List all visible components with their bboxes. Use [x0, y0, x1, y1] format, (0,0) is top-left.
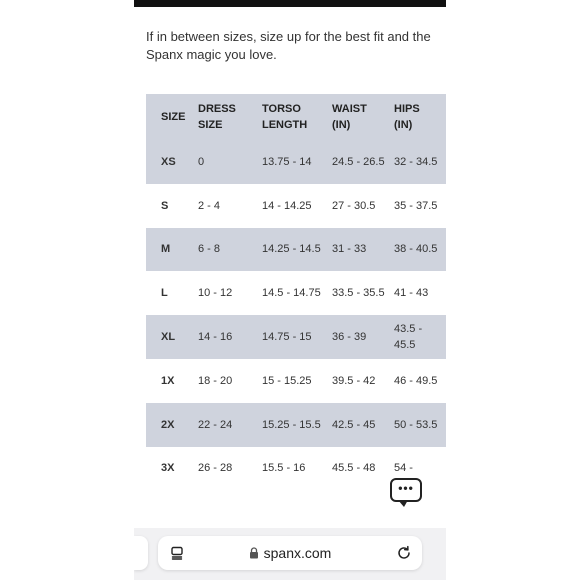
- cell-dress: 26 - 28: [198, 462, 233, 475]
- cell-waist: 36 - 39: [332, 331, 367, 344]
- cell-hips: 54 -: [394, 462, 413, 475]
- cell-waist: 31 - 33: [332, 243, 367, 256]
- cell-size: S: [161, 199, 169, 212]
- cell-dress: 18 - 20: [198, 374, 233, 387]
- size-advice-text: If in between sizes, size up for the best fit and the Spanx magic you love.: [146, 29, 431, 62]
- table-row: [146, 184, 446, 228]
- table-row: [146, 315, 446, 359]
- cell-waist: 33.5 - 35.5: [332, 287, 385, 300]
- cell-torso: 14.5 - 14.75: [262, 287, 321, 300]
- cell-torso: 13.75 - 14: [262, 155, 312, 168]
- previous-tab-edge[interactable]: [134, 536, 148, 570]
- cell-torso: 15.5 - 16: [262, 462, 306, 475]
- header-dress-size: DRESS SIZE: [198, 103, 236, 131]
- browser-bottom-bar: [134, 528, 446, 580]
- cell-hips: 41 - 43: [394, 287, 429, 300]
- table-row: [146, 228, 446, 272]
- cell-waist: 39.5 - 42: [332, 374, 376, 387]
- cell-waist: 27 - 30.5: [332, 199, 376, 212]
- cell-dress: 10 - 12: [198, 287, 233, 300]
- cell-size: XL: [161, 331, 176, 344]
- chat-bubble-icon[interactable]: [390, 478, 422, 502]
- cell-torso: 14.25 - 14.5: [262, 243, 321, 256]
- chat-bubble-tail: [398, 500, 408, 507]
- phone-screen: [134, 0, 446, 580]
- header-torso-length: TORSO LENGTH: [262, 103, 308, 131]
- top-bar: [134, 0, 446, 7]
- header-size: SIZE: [161, 111, 186, 123]
- cell-waist: 24.5 - 26.5: [332, 155, 385, 168]
- table-row: [146, 359, 446, 403]
- url-display[interactable]: [158, 536, 422, 570]
- cell-hips: 38 - 40.5: [394, 243, 438, 256]
- table-header-row: [146, 94, 446, 140]
- cell-dress: 2 - 4: [198, 199, 221, 212]
- cell-size: M: [161, 243, 171, 256]
- chat-dots: •••: [398, 481, 414, 495]
- cell-waist: 45.5 - 48: [332, 462, 376, 475]
- cell-hips: 43.5 - 45.5: [394, 323, 423, 352]
- lock-icon: [249, 547, 259, 559]
- cell-torso: 15 - 15.25: [262, 374, 312, 387]
- cell-size: 2X: [161, 418, 175, 431]
- cell-torso: 15.25 - 15.5: [262, 418, 321, 431]
- address-bar[interactable]: [158, 536, 422, 570]
- cell-size: L: [161, 287, 168, 300]
- cell-dress: 22 - 24: [198, 418, 233, 431]
- cell-dress: 0: [198, 155, 205, 168]
- cell-waist: 42.5 - 45: [332, 418, 376, 431]
- cell-size: 3X: [161, 462, 175, 475]
- cell-hips: 35 - 37.5: [394, 199, 438, 212]
- cell-hips: 32 - 34.5: [394, 155, 438, 168]
- cell-size: 1X: [161, 374, 175, 387]
- cell-torso: 14.75 - 15: [262, 331, 312, 344]
- cell-dress: 6 - 8: [198, 243, 221, 256]
- cell-size: XS: [161, 155, 176, 168]
- reload-icon[interactable]: [396, 545, 412, 561]
- header-waist: WAIST (IN): [332, 103, 367, 131]
- cell-hips: 46 - 49.5: [394, 374, 438, 387]
- size-chart-table: [146, 94, 446, 490]
- url-text: spanx.com: [263, 545, 332, 561]
- cell-dress: 14 - 16: [198, 331, 233, 344]
- header-hips: HIPS (IN): [394, 103, 420, 131]
- cell-hips: 50 - 53.5: [394, 418, 438, 431]
- table-row: [146, 140, 446, 184]
- table-row: [146, 403, 446, 447]
- cell-torso: 14 - 14.25: [262, 199, 312, 212]
- table-row: [146, 271, 446, 315]
